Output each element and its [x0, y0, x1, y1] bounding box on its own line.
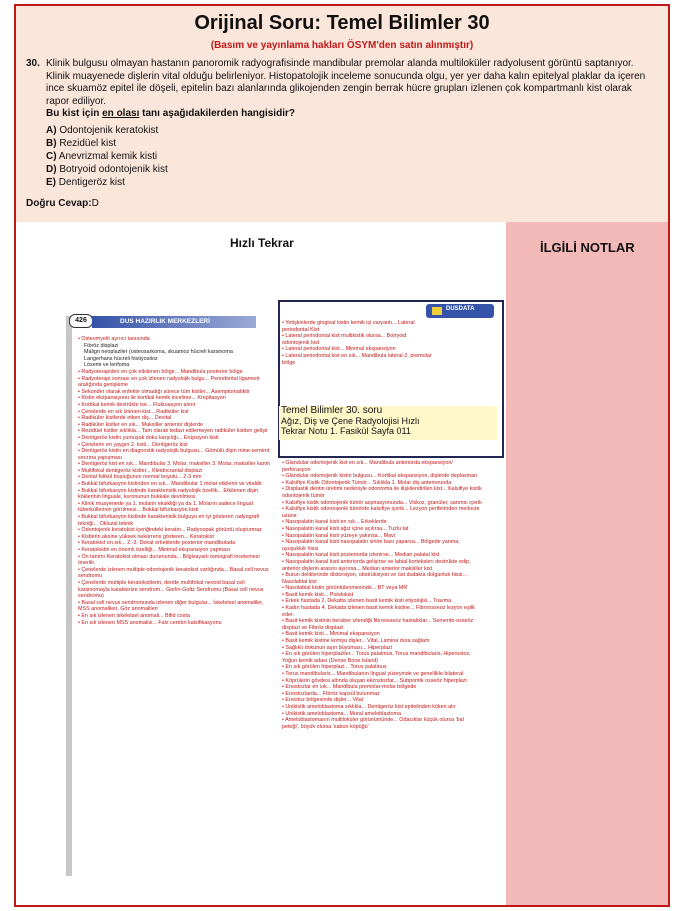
note-line: • Bukkal bifurkasyon kistinde karakteristik bulguyu en iyi gösteren radyografi tekniği... Okluzal teknik [78, 514, 270, 527]
note-line: • Glandular odontojenik kist en sık... Mandibula anteriorda ekspansiyon/ perforasyon [282, 460, 482, 473]
note-line: • Nasopalatin kanal kisti en sık... Erkeklerde [282, 519, 482, 526]
note-line: • Dentigeröz kistin en diagnostik radyolojik bulgusu... Gömülü dişin mine-sement sınırına yapışması [78, 448, 270, 461]
note-line: • Nasopalatin kanal kisti posteriorda izlenirse... Median palatal kist [282, 552, 482, 559]
publisher-banner: DUS HAZIRLIK MERKEZLERİ [92, 316, 256, 328]
note-line: • Bukkal bifurkasyon kistinde karakteristik radyolojik özellik... Etkilenen dişin köklerinin linguale, kuronunun bukkale devrilmesi [78, 488, 270, 501]
note-line: • En sık görülen hiperplaziler... Torus palatinus, Torus mandibularis, Hiperostoz, Yoğun kemik adası (Dense Bone Island) [282, 651, 482, 664]
note-line: • Burun deliklerinde distorsiyon, obstrüksiyon ve üst dudakta dolgunluk hissi... Nasolabial kist [282, 572, 482, 585]
page-margin-bar [66, 316, 72, 876]
note-line: • Çenelerde izlenen multiple odontojenik keratokist varlığında... Basal cell nevus sendromu [78, 567, 270, 580]
note-line: • Kadın hastada 4. Dekatta izlenen basit kemik kistine... Fibroosseoz lezyon eşlik eder. [282, 605, 482, 618]
question-section [16, 6, 668, 222]
note-line: Malign neoplaziler (osteosarkoma, skuamoz hücreli karsinoma [84, 349, 233, 356]
page-number: 426 [69, 314, 93, 328]
note-line: Fibröz displazi [84, 342, 119, 349]
note-line: • Basit kemik kistinin beraber izlendiği fibroosseoz hastalıklar... Semento-osseöz displazi ve Fibröz displazi [282, 618, 482, 631]
note-line: • Enostoz bölgesinde dişler... Vital [282, 697, 482, 704]
note-line: • Basal cell nevus sendromunda izlenen diğer bulgular... İskeletsel anomaliler, MSS anomalileri, Göz anomalileri [78, 600, 270, 613]
question-ask: Bu kist için en olası tanı aşağıdakilerden hangisidir? [46, 108, 295, 119]
logo-text: DUSDATA [446, 306, 475, 312]
note-line: • Erkek hastada 2. Dekatta izlenen basit kemik kisti etiyolojisi... Travma [282, 598, 482, 605]
note-line: • Glandular odontojenik kistin bulgusu... Kortikal ekspansiyon, dişlerde deplasman [282, 473, 482, 480]
logo-mark [432, 307, 442, 315]
note-line: • Kalsifiye kistik odontojenik tümör aspirasyonunda... Viskoz, granüler, sarımsı içerik [282, 500, 482, 507]
highlight-line-2: Ağız, Diş ve Çene Radyolojisi Hızlı [281, 416, 420, 426]
note-line: • Kalsifiye Kistik Odontojenik Tümör... Sıklıkla 1. Molar diş anteriorunda [282, 480, 482, 487]
note-line: • Osteomyelit ayırıcı tanısında [78, 336, 270, 343]
note-line: • Köprülerin gövdesi altında oluşan ekzostozlar... Subpontik osseöz hiperplazi [282, 678, 482, 685]
note-line: • Nasopalatin kanal kisti yüzeye yakınsa... Mavi [282, 533, 482, 540]
note-line: • Çenelerin en yaygın 2. kisti... Dentigeröz kist [78, 442, 270, 449]
note-line: • Sağlıklı dokunun aşırı büyüması... Hiperplazi [282, 645, 482, 652]
note-line: • Unikistik ameloblastoma... Mural ameloblastoma [282, 711, 482, 718]
left-column [78, 336, 270, 626]
note-line: • Ön tanımı Keratokist olması durumunda... Bilgisayarlı tomografi incelemesi önerilir. [78, 554, 270, 567]
note-line: • Klinik muayenede ya 1. molarin eksikliği ya da 1. Moların sadece lingual tüberküllerinin görülmesi... Bukkal bifurkasyon kisti [78, 501, 270, 514]
page-title: Orijinal Soru: Temel Bilimler 30 [194, 12, 490, 34]
note-line: • Dentigeröz kistin yumuşak doku karşılığı... Erüpsiyon kisti [78, 435, 270, 442]
option-c: C) Anevrizmal kemik kisti [46, 151, 158, 162]
note-line: • Lateral periodontal kist multikistik olursa... Botryoid odontojenik kist [282, 333, 432, 346]
related-notes-title: İLGİLİ NOTLAR [540, 240, 635, 255]
question-text: Klinik bulgusu olmayan hastanın panoromik radyografisinde mandibular premolar alanda multiloküler radyolusent görüntü saptanıyor. Klinik muayenede dişlerin vital olduğu belirleniyor. Histopatolojik inceleme sonucunda olgu, yer yer daha kalın epitelyal plaklar da içeren ince skuamöz epitel ile döşeli, epitelin bazı alanlarında glikojenden zengin berrak hücre grupları izlenen çok kompartmanlı kist olarak rapor ediliyor. [46, 58, 646, 107]
option-b: B) Rezidüel kist [46, 138, 117, 149]
note-line: • Kortikal kemik destrükte ise... Fluktuasyon alınır [78, 402, 270, 409]
question-number: 30. [26, 58, 40, 69]
note-line: • Torus mandibularis... Mandibulanın lingual yüzeyinde ve genellikle bilateral [282, 671, 482, 678]
note-line: • Radiküler kistlerde etken diş... Devital [78, 415, 270, 422]
note-line: • Enostozlar en sık... Mandibula premolar-molar bölgede [282, 684, 482, 691]
copyright-notice: (Basım ve yayınlama hakları ÖSYM'den satın alınmıştır) [210, 40, 474, 51]
note-line: • Basit kemik kisti... Psödokist [282, 592, 482, 599]
note-line: • Lateral periodontal kist en sık... Mandibula lateral-2. premolar bölge [282, 353, 432, 366]
note-line: Lösemi ve lenfoma [84, 362, 130, 369]
question-body [46, 58, 646, 121]
note-line: • Nasopalatin kanal kisti ağız içine açılırsa... Tuzlu tat [282, 526, 482, 533]
note-line: • Rezidüel kistler sıklıkla... Tam olarak tedavi edilemeyen radiküler kistten gelişir [78, 428, 270, 435]
option-d: D) Botryoid odontojenik kist [46, 164, 168, 175]
correct-answer: Doğru Cevap:D [26, 198, 99, 209]
note-line: • Nasopalatin kanal kisti nasopalatin sinire bası yaparsa... Bölgede yanma, uyuşukluk hissi [282, 539, 482, 552]
note-line: • Bukkal bifurkasyon kistinden en sık... Mandibular 1.molar etkilenir ve vitaldir. [78, 481, 270, 488]
note-line: • Sekonder olarak enfekte olmadığı sürece tüm kistler... Asemptomatiktir [78, 389, 270, 396]
note-line: • Multifokal dentigeröz kistler... Kleidocranial displazi [78, 468, 270, 475]
note-line: • Kistlerin aksine yüksek nekürrens gösteren... Keratokist [78, 534, 270, 541]
quick-review-label: Hızlı Tekrar [230, 236, 294, 250]
options-list [46, 124, 168, 189]
document-frame [14, 4, 670, 907]
note-line: • Ameloblastomanın multiloküler görünümünde... Odacıklar küçük olursa 'bal peteği', büyük olursa 'sabun köpüğü' [282, 717, 482, 730]
note-line: • Nasolabial kistin görüntülenmesinde... BT veya MR [282, 585, 482, 592]
note-line: • Keratokistin en önemli özelliği... Minimal ekspansiyon yapması [78, 547, 270, 554]
highlight-line-1: Temel Bilimler 30. soru [281, 405, 383, 416]
note-line: Langerhans hücreli histiyositoz [84, 355, 158, 362]
note-line: • Çenelerde multiple keratokistlerin, deride multifokal nevoid basal cell karsinomayla karakterize sendrom... Gorlin-Goltz Sendromu (Basal cell nevus sendromu) [78, 580, 270, 600]
note-line: • Kistin ekspansiyonu ile kortikal kemik incelirse... Krepitasyon [78, 395, 270, 402]
note-line: • Radyoterapi sonrası en çok izlenen radyolojik bulgu... Periodontal ligament aralığında genişleme [78, 376, 270, 389]
note-line: • Unikistik ameloblastoma sıklıkla... Dentigeröz kist epitelinden köken alır [282, 704, 482, 711]
note-line: • Basit kemik kisti... Minimal ekspansiyon [282, 631, 482, 638]
review-section [16, 222, 668, 905]
option-a: A) Odontojenik keratokist [46, 125, 159, 136]
scanned-page [66, 284, 486, 894]
note-line: • En sık görülen hiperplazi... Torus palatinus [282, 664, 482, 671]
note-line: • Dental folikül boşluğunun normal boyutu... 2-3 mm [78, 474, 270, 481]
note-line: • En sık izlenen MSS anomalisi... Falx cerebri kalsifikasyonu [78, 620, 270, 627]
note-line: • Keratokist en sık... 2.-3. Dekat erkeklerde posterior mandibulada [78, 540, 270, 547]
note-line: • Lateral periodontal kist... Minimal ekspansiyon [282, 346, 432, 353]
note-line: • Nasopalatin kanal kisti anteriorda gelişirse ve labial kortekslerı destrükte edip, anterior dişlerin arasını ayırırsa... Median anterior maksiller kist [282, 559, 482, 572]
note-line: • Dentigeröz kist en sık... Mandibular 3. Molar, maksiller 3. Molar, maksiller kanin [78, 461, 270, 468]
related-notes-panel [506, 222, 668, 905]
note-line: • Kalsifiye kistik odontojenik tümörde kalsifiye içerik... Lezyon periferinden merkeze uzanır. [282, 506, 482, 519]
note-line: • Enostozlarda... Fibröz kapsül bulunmaz [282, 691, 482, 698]
highlight-line-3: Tekrar Notu 1. Fasikül Sayfa 011 [281, 426, 411, 436]
note-line: • En sık izlenen iskeletsel anomali... Bifid costa [78, 613, 270, 620]
note-line: • Radyoterapiden en çok etkilenen bölge... Mandibula posterior bölge [78, 369, 270, 376]
highlighted-note [279, 406, 497, 440]
note-line: • Basit kemik kistine komşu dişler... Vital, Lamina dura sağlam [282, 638, 482, 645]
note-line: • Yetişkinlerde gingival kistin kemik içi varyantı... Lateral periodontal Kist [282, 320, 432, 333]
note-line: • Çenelerde en sık izlenen kist... Radiküler kist [78, 409, 270, 416]
right-top-column [282, 320, 432, 366]
note-line: • Radiküler kistler en sık... Maksiller anterior dişlerde [78, 422, 270, 429]
option-e: E) Dentigeröz kist [46, 177, 125, 188]
note-line: • Displastik dentin üretimi nedeniyle odontoma ile ilişkilendirilen kist... Kalsifiye kistik odontojenik tümör [282, 486, 482, 499]
right-column [282, 460, 482, 730]
note-line: • Odontojenik keratokist içeriğindeki keratin... Radyoopak görüntü oluşturmaz [78, 527, 270, 534]
